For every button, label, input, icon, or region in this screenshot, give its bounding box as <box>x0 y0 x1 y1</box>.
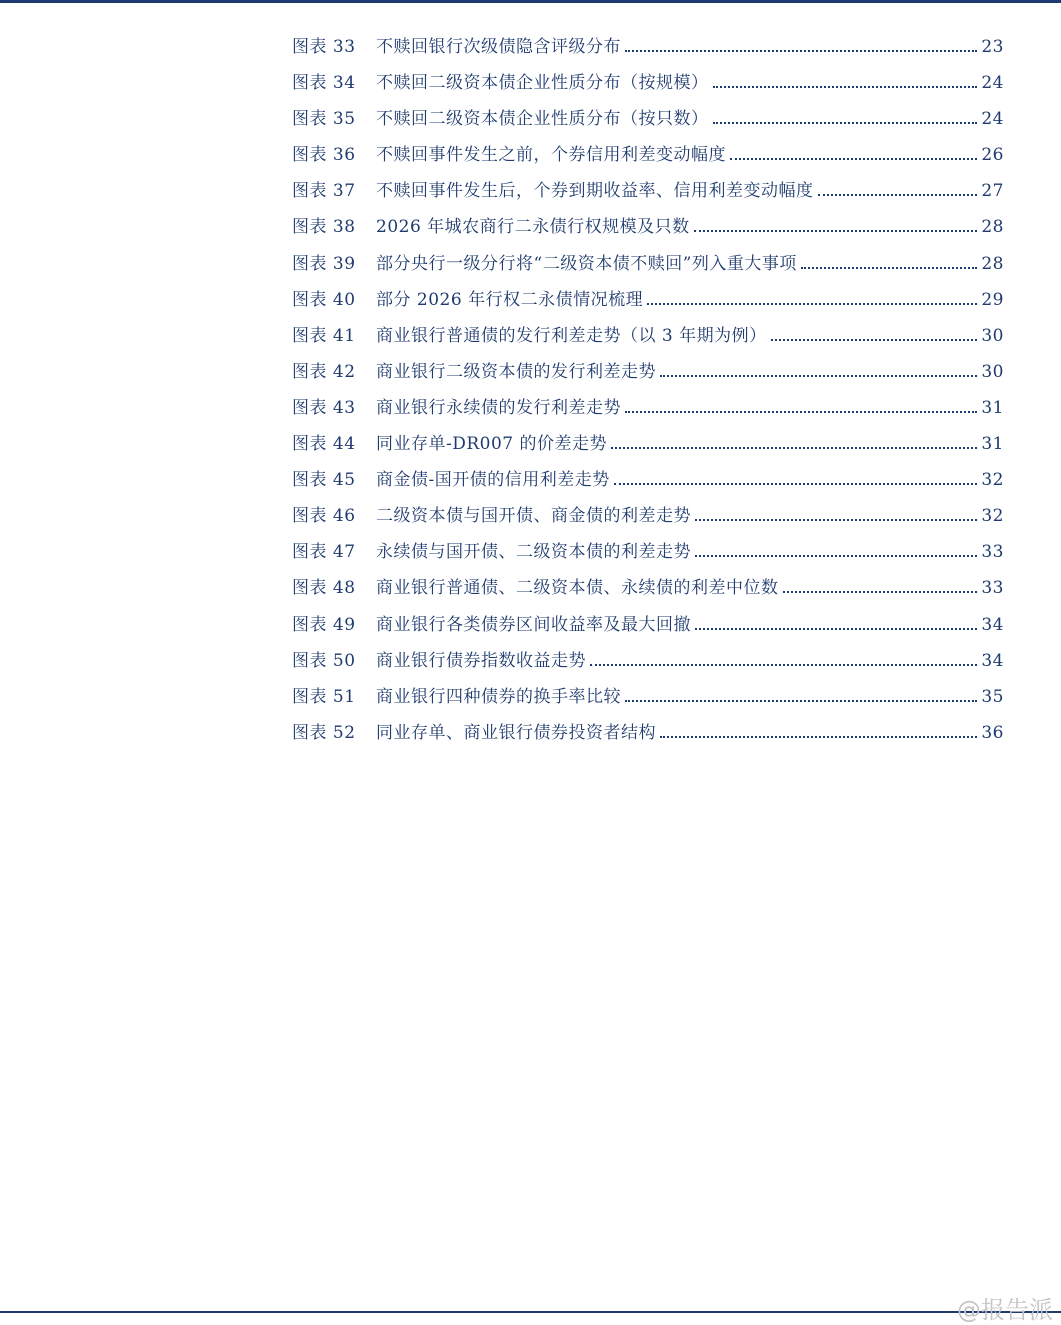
figure-number: 图表 46 <box>292 506 356 527</box>
toc-entry[interactable] <box>292 65 1004 101</box>
toc-entry[interactable] <box>292 643 1004 679</box>
figure-number: 图表 50 <box>292 650 356 671</box>
dot-leader <box>660 374 977 377</box>
figure-title: 商业银行四种债券的换手率比较 <box>376 686 621 707</box>
toc-entry[interactable] <box>292 715 1004 751</box>
figure-title: 同业存单、商业银行债券投资者结构 <box>376 722 656 743</box>
page-number: 32 <box>981 506 1004 527</box>
page-number: 32 <box>981 470 1004 491</box>
dot-leader <box>818 193 978 196</box>
dot-leader <box>647 302 977 305</box>
page-number: 28 <box>981 253 1004 274</box>
page-number: 24 <box>981 73 1004 94</box>
dot-leader <box>625 410 977 413</box>
figure-number: 图表 49 <box>292 614 356 635</box>
figure-number: 图表 33 <box>292 37 356 57</box>
figure-number: 图表 40 <box>292 289 356 310</box>
top-rule <box>0 0 1061 3</box>
dot-leader <box>614 482 978 485</box>
figure-number: 图表 37 <box>292 181 356 202</box>
dot-leader <box>801 266 977 269</box>
figure-title: 商业银行普通债、二级资本债、永续债的利差中位数 <box>376 578 779 599</box>
dot-leader <box>695 518 977 521</box>
page-number: 23 <box>981 37 1004 57</box>
figure-title: 二级资本债与国开债、商金债的利差走势 <box>376 506 691 527</box>
figure-title: 2026 年城农商行二永债行权规模及只数 <box>376 217 690 238</box>
dot-leader <box>713 121 978 124</box>
toc-entry[interactable] <box>292 137 1004 173</box>
toc-entry[interactable] <box>292 101 1004 137</box>
figure-number: 图表 35 <box>292 109 356 130</box>
figure-title: 不赎回二级资本债企业性质分布（按规模） <box>376 73 709 94</box>
figure-number: 图表 52 <box>292 722 356 743</box>
figure-number: 图表 43 <box>292 397 356 418</box>
toc-entry[interactable] <box>292 246 1004 282</box>
dot-leader <box>771 338 978 341</box>
dot-leader <box>695 554 977 557</box>
figure-title: 不赎回银行次级债隐含评级分布 <box>376 37 621 57</box>
figure-number: 图表 38 <box>292 217 356 238</box>
toc-entry[interactable] <box>292 29 1004 65</box>
figure-title: 部分央行一级分行将“二级资本债不赎回”列入重大事项 <box>376 253 797 274</box>
page-number: 30 <box>981 361 1004 382</box>
toc-entry[interactable] <box>292 209 1004 245</box>
page-number: 33 <box>981 542 1004 563</box>
figure-number: 图表 39 <box>292 253 356 274</box>
figure-title: 商业银行普通债的发行利差走势（以 3 年期为例） <box>376 325 767 346</box>
page-number: 24 <box>981 109 1004 130</box>
dot-leader <box>660 735 977 738</box>
figure-number: 图表 51 <box>292 686 356 707</box>
page-number: 30 <box>981 325 1004 346</box>
dot-leader <box>590 663 977 666</box>
toc-entry[interactable] <box>292 354 1004 390</box>
toc-entry[interactable] <box>292 173 1004 209</box>
figure-title: 永续债与国开债、二级资本债的利差走势 <box>376 542 691 563</box>
page-number: 26 <box>981 145 1004 166</box>
page-number: 35 <box>981 686 1004 707</box>
dot-leader <box>713 85 978 88</box>
figure-title: 商金债-国开债的信用利差走势 <box>376 470 610 491</box>
figure-number: 图表 44 <box>292 434 356 455</box>
figure-title: 商业银行二级资本债的发行利差走势 <box>376 361 656 382</box>
figure-title: 部分 2026 年行权二永债情况梳理 <box>376 289 644 310</box>
dot-leader <box>611 446 977 449</box>
dot-leader <box>730 157 977 160</box>
watermark: @报告派 <box>957 1296 1053 1324</box>
toc-entry[interactable] <box>292 498 1004 534</box>
toc-entry[interactable] <box>292 318 1004 354</box>
dot-leader <box>625 699 977 702</box>
dot-leader <box>694 229 978 232</box>
page-number: 34 <box>981 650 1004 671</box>
page-number: 36 <box>981 722 1004 743</box>
figure-title: 商业银行各类债券区间收益率及最大回撤 <box>376 614 691 635</box>
figure-number: 图表 41 <box>292 325 356 346</box>
figure-title: 不赎回事件发生后，个券到期收益率、信用利差变动幅度 <box>376 181 814 202</box>
page-number: 28 <box>981 217 1004 238</box>
toc-entry[interactable] <box>292 390 1004 426</box>
figure-number: 图表 34 <box>292 73 356 94</box>
figure-number: 图表 47 <box>292 542 356 563</box>
page-number: 29 <box>981 289 1004 310</box>
toc-entry[interactable] <box>292 426 1004 462</box>
dot-leader <box>625 49 977 52</box>
toc-entry[interactable] <box>292 679 1004 715</box>
bottom-rule <box>0 1311 1061 1313</box>
toc-entry[interactable] <box>292 570 1004 606</box>
toc-entry[interactable] <box>292 607 1004 643</box>
figure-number: 图表 42 <box>292 361 356 382</box>
page-number: 34 <box>981 614 1004 635</box>
toc-entry[interactable] <box>292 534 1004 570</box>
dot-leader <box>695 627 977 630</box>
figure-number: 图表 36 <box>292 145 356 166</box>
figure-title: 商业银行永续债的发行利差走势 <box>376 397 621 418</box>
figure-number: 图表 48 <box>292 578 356 599</box>
page-number: 31 <box>981 397 1004 418</box>
figure-number: 图表 45 <box>292 470 356 491</box>
toc-entry[interactable] <box>292 282 1004 318</box>
figure-title: 不赎回事件发生之前，个券信用利差变动幅度 <box>376 145 726 166</box>
page-number: 33 <box>981 578 1004 599</box>
dot-leader <box>783 590 978 593</box>
page-number: 27 <box>981 181 1004 202</box>
page-number: 31 <box>981 434 1004 455</box>
table-of-figures <box>292 29 1004 751</box>
figure-title: 商业银行债券指数收益走势 <box>376 650 586 671</box>
figure-title: 同业存单-DR007 的价差走势 <box>376 434 608 455</box>
toc-entry[interactable] <box>292 462 1004 498</box>
figure-title: 不赎回二级资本债企业性质分布（按只数） <box>376 109 709 130</box>
